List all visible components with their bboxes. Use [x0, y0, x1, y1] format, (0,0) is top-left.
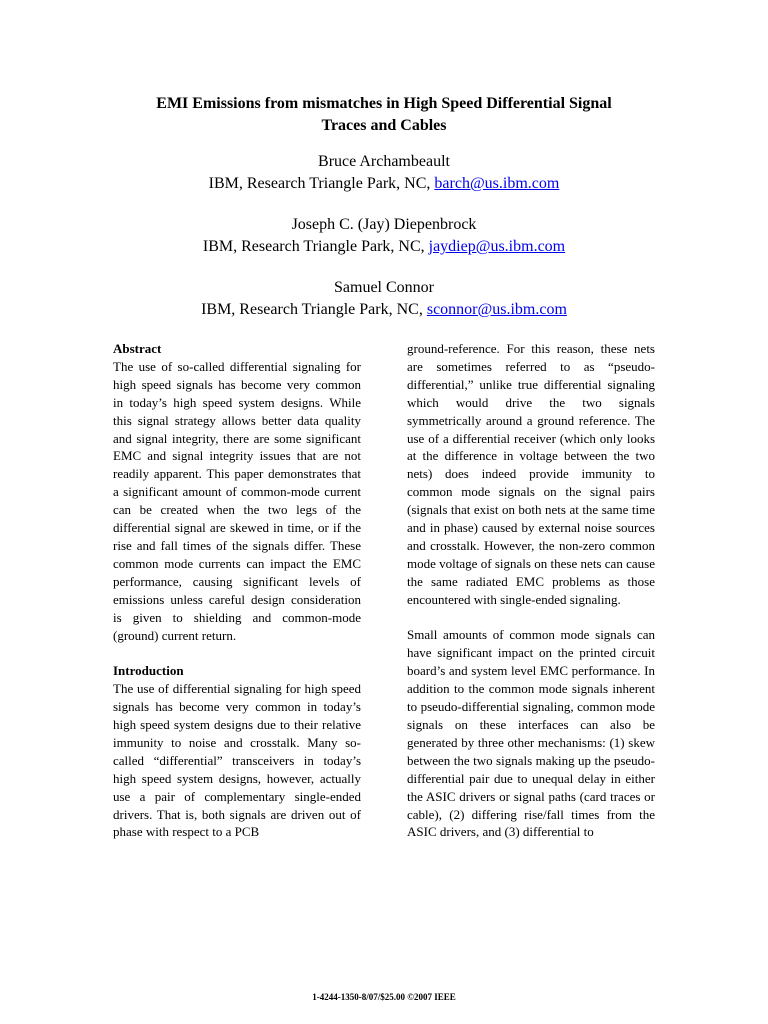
author-affiliation: IBM, Research Triangle Park, NC, [201, 301, 427, 318]
paragraph-gap [113, 644, 361, 662]
introduction-heading: Introduction [113, 663, 184, 679]
author-block-1 [84, 151, 684, 195]
left-column [113, 340, 361, 841]
author-affiliation: IBM, Research Triangle Park, NC, [208, 175, 435, 192]
author-affiliation: IBM, Research Triangle Park, NC, [202, 238, 429, 255]
author-name: Samuel Connor [334, 279, 434, 296]
title-line-2: Traces and Cables [321, 117, 447, 134]
author-affiliation-line [84, 299, 684, 321]
body-paragraph-1: ground-reference. For this reason, these nets are sometimes referred to as “pseudo-differential,” unlike true differential signaling which would drive the two signals symmetrically around a ground reference. The use of a differential receiver (which only looks at the difference in voltage between the two nets) does indeed provide immunity to common mode signals on the signal pairs (signals that exist on both nets at the same time and in phase) caused by external noise sources and crosstalk. However, the non-zero common mode voltage of signals on these nets can cause the same radiated EMC problems as those encountered with single-ended signaling. [407, 341, 655, 607]
author-name: Joseph C. (Jay) Diepenbrock [291, 216, 477, 233]
abstract-heading: Abstract [113, 341, 162, 356]
author-name: Bruce Archambeault [318, 153, 450, 170]
introduction-text: The use of differential signaling for high speed signals has become very common in today’s high speed system designs due to their relative immunity to noise and crosstalk. Many so-called “differential” transceivers in today’s high speed system designs, however, actually use a pair of complementary single-ended drivers. That is, both signals are driven out of phase with respect to a PCB [113, 681, 361, 840]
abstract-text: The use of so-called differential signaling for high speed signals has become very common in today’s high speed system designs. While this signal strategy allows better data quality and signal integrity, there are some significant EMC and signal integrity issues that are not readily apparent. This paper demonstrates that a significant amount of common-mode current can be created when the two legs of the differential signal are skewed in time, or if the rise and fall times of the signals differ. These common mode currents can impact the EMC performance, causing significant levels of emissions unless careful design consideration is given to shielding and common-mode (ground) current return. [113, 358, 361, 643]
author-email-link[interactable]: jaydiep@us.ibm.com [428, 238, 566, 255]
copyright-footer: 1-4244-1350-8/07/$25.00 ©2007 IEEE [312, 992, 456, 1002]
paper-title [84, 93, 684, 137]
author-block-3 [84, 277, 684, 321]
author-email-link[interactable]: barch@us.ibm.com [434, 175, 560, 192]
body-paragraph-2: Small amounts of common mode signals can have significant impact on the printed circuit board’s and system level EMC performance. In addition to the common mode signals inherent to pseudo-differential signaling, common mode signals on these interfaces can also be generated by three other mechanisms: (1) skew between the two signals making up the pseudo-differential pair due to unequal delay in either the ASIC drivers or signal paths (card traces or cable), (2) differing rise/fall times from the ASIC drivers, and (3) differential to [407, 627, 655, 840]
author-email-link[interactable]: sconnor@us.ibm.com [426, 301, 567, 318]
author-affiliation-line [84, 173, 684, 195]
right-column [407, 340, 655, 841]
paragraph-gap [407, 609, 655, 627]
author-affiliation-line [84, 236, 684, 258]
author-block-2 [84, 214, 684, 258]
title-line-1: EMI Emissions from mismatches in High Speed Differential Signal [156, 95, 612, 112]
